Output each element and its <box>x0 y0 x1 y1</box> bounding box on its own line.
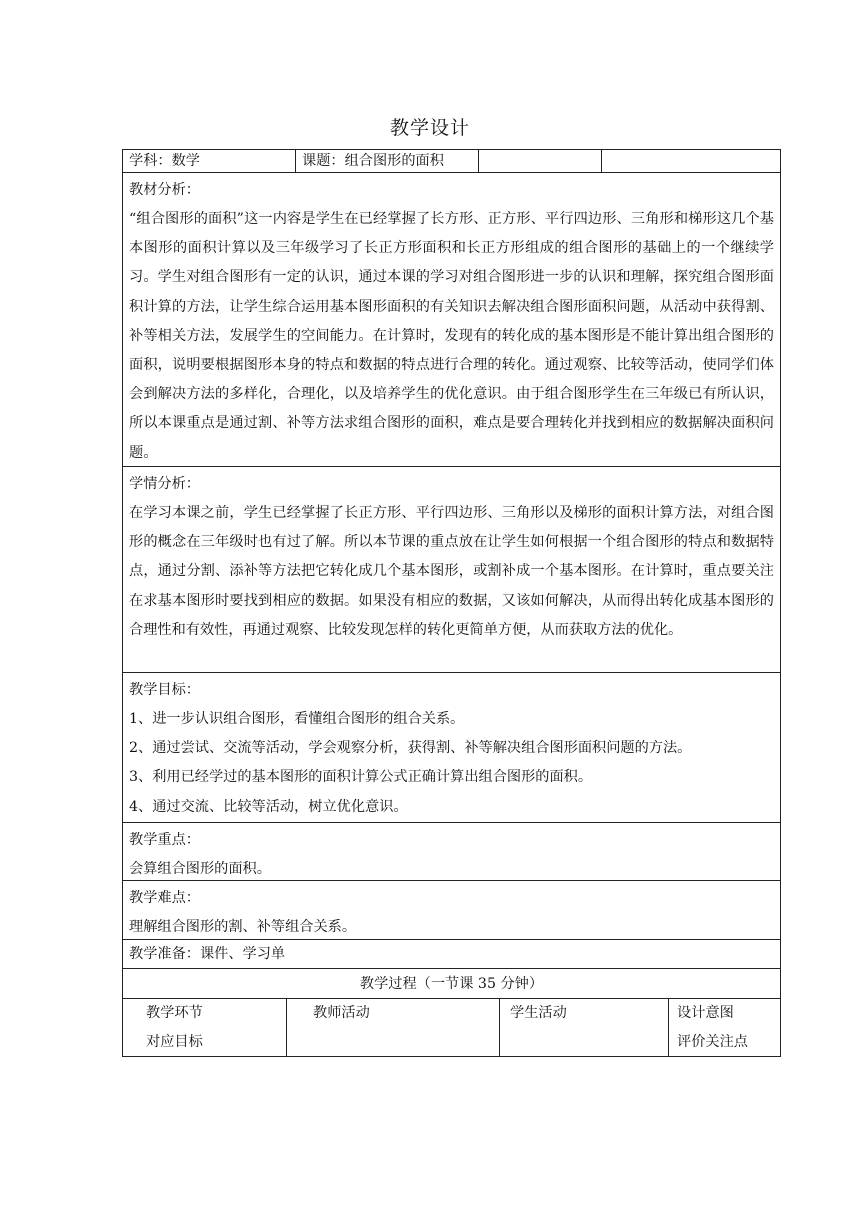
section-label: 教材分析： <box>129 182 200 198</box>
document-title: 教学设计 <box>389 117 470 139</box>
topic-cell: 课题：组合图形的面积 <box>296 150 479 172</box>
material-analysis-section <box>123 173 780 467</box>
learner-analysis-section <box>123 467 780 673</box>
column-header-text: 设计意图 <box>677 1005 734 1021</box>
lesson-plan-table <box>122 149 781 1057</box>
blank-cell <box>479 150 602 172</box>
column-header-text: 评价关注点 <box>677 1034 748 1051</box>
objective-item: 2、通过尝试、交流等活动，学会观察分析，获得割、补等解决组合图形面积问题的方法。 <box>129 740 692 757</box>
objectives-section <box>123 673 780 823</box>
key-points-section <box>123 823 780 881</box>
subject-cell: 学科：数学 <box>123 150 296 172</box>
section-paragraph: “组合图形的面积”这一内容是学生在已经掌握了长方形、正方形、平行四边形、三角形和梯形这几个基本图形的面积计算以及三年级学习了长正方形面积和长正方形组成的组合图形的基础上的一个继续学习。学生对组合图形有一定的认识，通过本课的学习对组合图形进一步的认识和理解，探究组合图形面积计算的方法，让学生综合运用基本图形面积的有关知识去解决组合图形面积问题，从活动中获得割、补等相关方法，发展学生的空间能力。在计算时，发现有的转化成的基本图形是不能计算出组合图形的面积，说明要根据图形本身的特点和数据的特点进行合理的转化。通过观察、比较等活动，使同学们体会到解决方法的多样化，合理化，以及培养学生的优化意识。由于组合图形学生在三年级已有所认识，所以本课重点是通过割、补等方法求组合图形的面积，难点是要合理转化并找到相应的数据解决面积问题。 <box>129 211 774 461</box>
column-header-stage <box>123 999 287 1056</box>
column-header-text: 学生活动 <box>510 1005 567 1021</box>
column-header-text: 对应目标 <box>146 1034 203 1051</box>
column-header-intent <box>669 999 780 1056</box>
section-label: 学情分析： <box>129 476 200 492</box>
section-label: 教学目标： <box>129 682 200 698</box>
difficulties-section <box>123 881 780 940</box>
column-header-text: 教学环节 <box>146 1005 203 1021</box>
blank-cell <box>602 150 780 172</box>
process-columns-row <box>123 999 780 1056</box>
section-text: 会算组合图形的面积。 <box>129 861 271 877</box>
section-label: 教学重点： <box>129 832 200 848</box>
objective-item: 4、通过交流、比较等活动，树立优化意识。 <box>129 798 408 815</box>
column-header-student <box>500 999 669 1056</box>
column-header-teacher <box>287 999 500 1056</box>
process-heading: 教学过程（一节课 35 分钟） <box>123 969 780 999</box>
section-paragraph: 在学习本课之前，学生已经掌握了长正方形、平行四边形、三角形以及梯形的面积计算方法，对组合图形的概念在三年级时也有过了解。所以本节课的重点放在让学生如何根据一个组合图形的特点和数据特点，通过分割、添补等方法把它转化成几个基本图形，或割补成一个基本图形。在计算时，重点要关注在求基本图形时要找到相应的数据。如果没有相应的数据，又该如何解决，从而得出转化成基本图形的合理性和有效性，再通过观察、比较发现怎样的转化更简单方便，从而获取方法的优化。 <box>129 505 774 638</box>
header-row <box>123 150 780 173</box>
objective-item: 3、利用已经学过的基本图形的面积计算公式正确计算出组合图形的面积。 <box>129 769 593 786</box>
preparation-row: 教学准备：课件、学习单 <box>123 940 780 969</box>
section-label: 教学难点： <box>129 890 200 906</box>
objective-item: 1、进一步认识组合图形，看懂组合图形的组合关系。 <box>129 711 465 727</box>
column-header-text: 教师活动 <box>313 1005 370 1021</box>
section-text: 理解组合图形的割、补等组合关系。 <box>129 919 357 935</box>
